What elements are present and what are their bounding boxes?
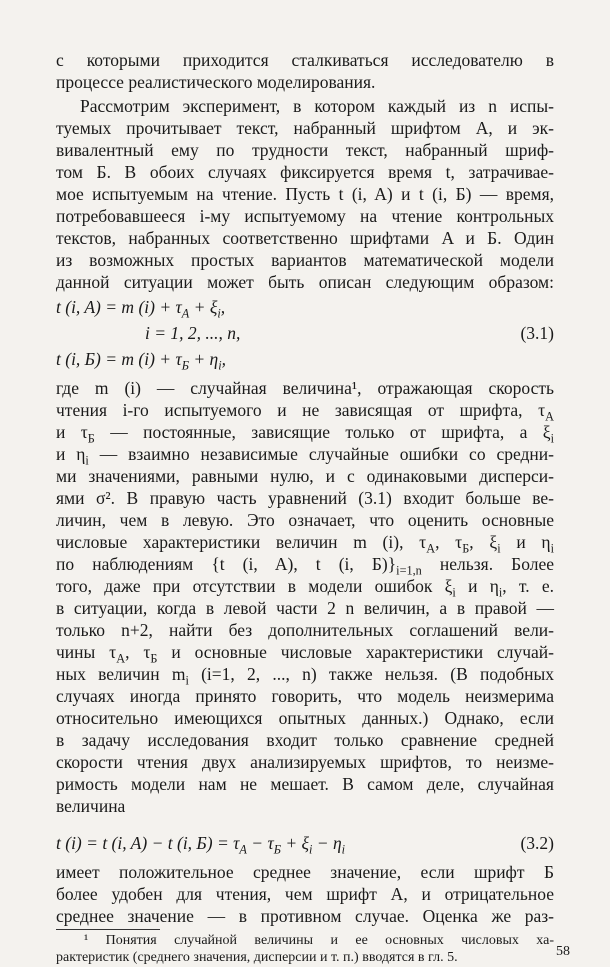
text-line: процессе реалистического моделирования. [56,72,376,92]
text-line: имеет положительное среднее значение, если шрифт Б [56,862,554,882]
text-line: среднее значение — в противном случае. Оценка же раз- [56,906,554,926]
page-number: 58 [556,944,570,959]
text-line: и $\eta_i$ — взаимно независимые случайные ошибки со средни- [56,444,554,468]
text-line: случаях иногда принято говорить, что модель неизмерима [56,686,554,706]
equation-3-2: t (i) = t (i, A) − t (i, $Б) = \tau_A - \tau_Б + \xi_i - \eta_i$ [56,833,346,857]
text-line: где m (i) — случайная величина¹, отражающая скорость [56,378,554,398]
text-line: в ситуации, когда в левой части 2 n величин, а в правой — [56,598,554,618]
text-line: данной ситуации может быть описан следующим образом: [56,272,554,292]
text-line: по наблюдениям {t (i, A), t (i, $Б)\}_{i=1,n}$ нельзя. Более [56,554,554,578]
text-line: туемых прочитывает текст, набранный шрифтом A, и эк- [56,118,554,138]
text-line: из возможных простых вариантов математической модели [56,250,554,270]
equation-3-1-row-1: t (i, A) = m $(i) + \tau_A + \xi_i$, [56,297,226,321]
text-line: того, даже при отсутствии в модели ошибок $\xi_i$ и $\eta_i$, т. е. [56,576,554,600]
text-line: числовые характеристики величин m (i), $\tau_A$, $\tau_Б$, $\xi_i$ и $\eta_i$ [56,532,554,556]
equation-3-1-row-2: i = 1, 2, ..., n, [145,323,241,343]
text-line: мое испытуемым на чтение. Пусть t (i, A) и t (i, Б) — время, [56,184,554,204]
text-line: римость модели нам не мешает. В самом деле, случайная [56,774,554,794]
text-line: Рассмотрим эксперимент, в котором каждый из n испы- [80,96,554,116]
text-line: потребовавшееся i-му испытуемому на чтение контрольных [56,206,554,226]
footnote-rule [56,929,160,930]
text-line: более удобен для чтения, чем шрифт A, и отрицательное [56,884,554,904]
text-line: только n+2, найти без дополнительных соглашений вели- [56,620,554,640]
text-line: в задачу исследования входит только сравнение средней [56,730,554,750]
text-line: величина [56,796,126,816]
text-line: ми значениями, равными нулю, и с одинаковыми дисперси- [56,466,554,486]
text-line: вивалентный ему по трудности текст, набранный шриф- [56,140,554,160]
text-line: том Б. В обоих случаях фиксируется время t, затрачивае- [56,162,554,182]
text-line: текстов, набранных соответственно шрифтами A и Б. Один [56,228,554,248]
text-line: личин, чем в левую. Это означает, что оценить основные [56,510,554,530]
text-line: скорости чтения двух анализируемых шрифтов, то неизме- [56,752,554,772]
equation-number-3-2: (3.2) [520,833,554,853]
text-line: с которыми приходится сталкиваться исследователю в [56,50,554,70]
text-line: относительно имеющихся опытных данных.) Однако, если [56,708,554,728]
text-line: и $\tau_Б$ — постоянные, зависящие только от шрифта, а $\xi_i$ [56,422,554,446]
equation-number-3-1: (3.1) [520,323,554,343]
equation-3-1-row-3: t (i, Б) = m $(i) + \tau_Б + \eta_i$, [56,349,227,373]
text-line: ных величин $m_i$ (i=1, 2, ..., n) также нельзя. (В подобных [56,664,554,688]
text-line: ями σ². В правую часть уравнений (3.1) входит больше ве- [56,488,554,508]
text-line: чтения i-го испытуемого и не зависящая от шрифта, $\tau_A$ [56,400,554,424]
footnote-line: ¹ Понятия случайной величины и ее основных числовых ха- [84,933,554,948]
text-line: чины $\tau_A$, $\tau_Б$ и основные числовые характеристики случай- [56,642,554,666]
footnote-line: рактеристик (среднего значения, дисперсии и т. п.) вводятся в гл. 5. [56,950,458,965]
